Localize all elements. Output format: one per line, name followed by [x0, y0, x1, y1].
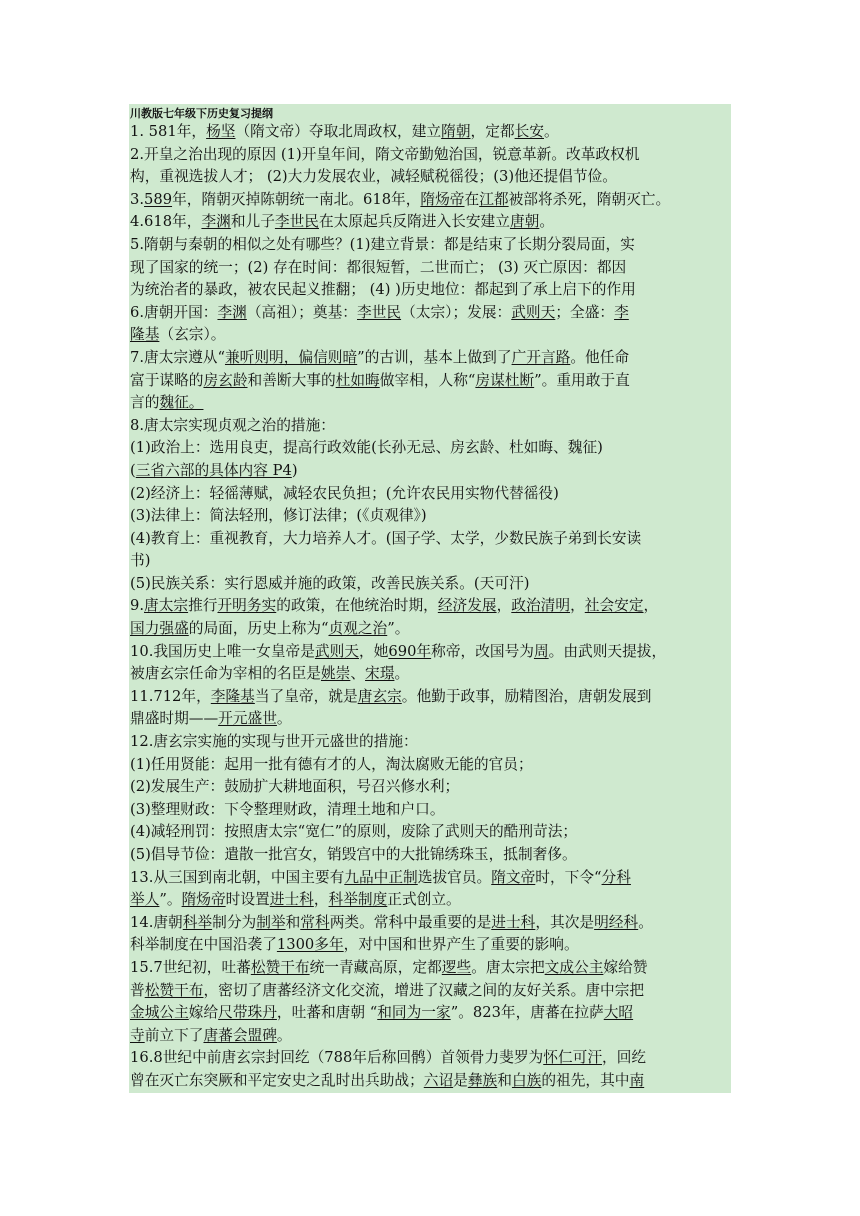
text-run: (3)整理财政：下令整理财政，清理土地和户口。 [130, 800, 445, 818]
text-run: ) [291, 461, 298, 479]
text-line [129, 211, 731, 234]
underlined-term: 唐玄宗 [357, 687, 402, 705]
text-run: (2)发展生产：鼓励扩大耕地面积，号召兴修水利； [130, 778, 460, 796]
text-run: ，她 [359, 642, 389, 660]
text-run: ，其次是 [535, 913, 595, 931]
text-run: ，吐蕃和唐朝 “ [276, 1004, 378, 1022]
text-run: 嫁给赞 [603, 958, 648, 976]
underlined-term: 明经科 [594, 913, 639, 931]
document-title: 川教版七年级下历史复习提纲 [129, 104, 731, 121]
text-run: ，回纥 [602, 1049, 647, 1067]
text-run: (5)倡导节俭：遣散一批宫女，销毁宫中的大批锦绣珠玉，抵制奢侈。 [130, 846, 577, 863]
text-run: (1)任用贤能：起用一批有德有才的人，淘汰腐败无能的官员； [130, 755, 533, 773]
text-run: （太宗）；发展： [401, 303, 512, 321]
text-line [129, 754, 731, 777]
text-run: ，对中国和世界产生了重要的影响。 [343, 936, 579, 954]
text-line [129, 641, 731, 664]
text-run: 1. 581年， [130, 123, 207, 140]
underlined-term: 彝族 [467, 1071, 498, 1089]
underlined-term: 举人 [130, 891, 160, 909]
text-run: ；全盛： [555, 303, 615, 321]
underlined-term: 松赞干布 [144, 981, 204, 999]
text-run: 的祖先，其中 [541, 1071, 630, 1089]
text-run: ，密切了唐蕃经济文化交流，增进了汉藏之间的友好关系。唐中宗把 [203, 981, 645, 999]
underlined-term: 政治清明 [511, 597, 571, 615]
text-line [129, 415, 731, 438]
underlined-term: 国力强盛 [130, 620, 189, 638]
text-run: 。 [638, 913, 653, 931]
text-run: ， [570, 597, 585, 615]
text-run: (5)民族关系：实行恩威并施的政策，改善民族关系。(天可汗) [130, 574, 530, 592]
text-run: 构，重视选拔人才； (2)大力发展农业，减轻赋税徭役；(3)他还提倡节俭。 [130, 168, 617, 186]
underlined-term: 隋朝 [441, 123, 471, 140]
text-run: 当了皇帝，就是 [254, 687, 358, 705]
text-run: 12.唐玄宗实施的实现与世开元盛世的措施： [130, 733, 418, 751]
underlined-term: 房谋杜断 [475, 371, 535, 389]
text-run: 曾在灭亡东突厥和平定安史之乱时出兵助战； [130, 1071, 424, 1089]
text-line [129, 618, 731, 641]
underlined-term: 隋炀帝 [420, 190, 465, 208]
text-line [129, 550, 731, 573]
underlined-term: 李隆基 [210, 687, 255, 705]
underlined-term: 南 [629, 1071, 645, 1089]
underlined-term: 房玄龄 [203, 371, 248, 389]
text-run: 7.唐太宗遵从“ [130, 348, 225, 366]
text-line [129, 257, 731, 280]
text-run: 4.618年， [130, 213, 202, 231]
underlined-term: 怀仁可汗 [543, 1049, 603, 1067]
underlined-term: 白族 [511, 1071, 542, 1089]
document-body [129, 121, 731, 1093]
text-line [129, 279, 731, 302]
underlined-term: 李渊 [217, 303, 247, 321]
underlined-term: 姚崇 [320, 665, 351, 683]
text-line [129, 595, 731, 618]
underlined-term: 贞观之治 [328, 620, 388, 638]
underlined-term: 进士科 [491, 913, 536, 931]
text-line [129, 980, 731, 1003]
text-run: 8.唐太宗实现贞观之治的措施： [130, 416, 335, 434]
text-run: 、 [350, 665, 366, 683]
text-line [129, 934, 731, 957]
underlined-term: 690年 [388, 642, 432, 660]
text-run: ”的古训，基本上做到了 [357, 348, 512, 366]
underlined-term: 文成公主 [544, 958, 604, 976]
underlined-term: 常科 [300, 913, 330, 931]
text-line [129, 799, 731, 822]
text-run: 被唐玄宗任命为宰相的名臣是 [130, 665, 321, 683]
underlined-term: 六诏 [423, 1071, 454, 1089]
text-run: 。他勤于政事，励精图治，唐朝发展到 [401, 687, 652, 705]
underlined-term: 杨坚 [206, 123, 236, 140]
text-line [129, 1070, 731, 1093]
text-line [129, 302, 731, 325]
text-run: 科举制度在中国沿袭了 [130, 936, 277, 954]
text-run: (2)经济上：轻徭薄赋，减轻农民负担；(允许农民用实物代替徭役) [130, 484, 559, 502]
text-run: 。他任命 [570, 348, 630, 366]
underlined-term: 逻些 [441, 958, 472, 976]
underlined-term: 唐蕃会盟碑 [203, 1026, 277, 1044]
text-run: 6.唐朝开国： [130, 303, 218, 321]
text-run: 前立下了 [144, 1026, 204, 1044]
text-run: ”。重用敢于直 [534, 371, 630, 389]
text-line [129, 573, 731, 596]
text-run: （隋文帝）夺取北周政权，建立 [235, 123, 442, 140]
text-run: 被部将杀死，隋朝灭亡。 [508, 190, 671, 208]
underlined-term: 长安 [514, 123, 544, 140]
underlined-term: 社会安定 [584, 597, 644, 615]
underlined-term: 尺带珠丹 [218, 1004, 277, 1022]
underlined-term: 开明务实 [217, 597, 277, 615]
text-run: 在太原起兵反隋进入长安建立 [318, 213, 510, 231]
underlined-term: 分科 [601, 868, 631, 886]
text-line [129, 663, 731, 686]
text-line [129, 166, 731, 189]
underlined-term: 唐朝 [509, 213, 540, 231]
underlined-term: 九品中正制 [344, 868, 418, 886]
underlined-term: 松赞干布 [250, 958, 310, 976]
text-run: 。由武则天提拔， [548, 642, 667, 660]
text-run: 。 [539, 213, 555, 231]
document-page [129, 104, 731, 1093]
underlined-term: 李渊 [201, 213, 231, 231]
underlined-term: 开元盛世 [218, 710, 277, 728]
text-line [129, 1002, 731, 1025]
text-run: ( [130, 461, 136, 479]
text-line [129, 121, 731, 144]
text-run: 的政策，在他统治时期， [276, 597, 438, 615]
underlined-term: 金城公主 [130, 1004, 189, 1022]
underlined-term: 李 [614, 303, 629, 321]
underlined-term: 制举 [256, 913, 286, 931]
text-run: 现了国家的统一；(2) 存在时间：都很短暂，二世而亡； (3) 灭亡原因：都因 [130, 258, 627, 276]
text-run: 为统治者的暴政，被农民起义推翻； (4) )历史地位：都起到了承上启下的作用 [130, 281, 636, 299]
underlined-term: 科举 [182, 913, 213, 931]
text-run: 两类。常科中最重要的是 [329, 913, 492, 931]
text-run: 15.7世纪初，吐蕃 [130, 958, 251, 976]
text-run: 。 [394, 665, 410, 683]
underlined-term: 隋炀帝 [181, 891, 226, 909]
text-run: 和善断大事的 [247, 371, 336, 389]
text-run: 言的 [130, 394, 160, 412]
underlined-term: 宋璟 [365, 665, 395, 683]
text-run: ”。 [159, 891, 182, 909]
text-run: （高祖）；奠基： [246, 303, 357, 321]
text-run: 。 [543, 123, 559, 140]
underlined-term: 隆基 [130, 326, 160, 344]
underlined-term: 江都 [479, 190, 509, 208]
text-line [129, 867, 731, 890]
text-line [129, 392, 731, 415]
text-line [129, 821, 731, 844]
underlined-term: 大昭 [603, 1004, 634, 1022]
text-line [129, 505, 731, 528]
text-run: 是 [453, 1071, 468, 1089]
text-line [129, 1025, 731, 1048]
underlined-term: 唐太宗 [144, 597, 189, 615]
text-line [129, 324, 731, 347]
text-run: 。唐太宗把 [471, 958, 545, 976]
text-run: 16.8世纪中前唐玄宗封回纥（788年后称回鹘）首领骨力斐罗为 [130, 1049, 544, 1067]
text-run: 制分为 [212, 913, 257, 931]
underlined-term: 武则天 [314, 642, 359, 660]
text-run: 选拔官员。 [417, 868, 492, 886]
underlined-term: 隋文帝 [491, 868, 536, 886]
underlined-term: 武则天 [511, 303, 556, 321]
text-run: 鼎盛时期—— [130, 710, 219, 728]
text-run: 做宰相，人称“ [379, 371, 476, 389]
text-run: ，定都 [470, 123, 515, 140]
text-run: 和 [285, 913, 301, 931]
text-line [129, 889, 731, 912]
text-run: (3)法律上：简法轻刑，修订法律；(《贞观律》) [130, 507, 427, 525]
underlined-term: 兼听则明，偏信则暗 [224, 348, 358, 366]
underlined-term: 李世民 [357, 303, 402, 321]
text-run: 。 [276, 710, 292, 728]
text-run: 和儿子 [230, 213, 275, 231]
text-line [129, 776, 731, 799]
text-line [129, 144, 731, 167]
underlined-term: 三省六部的具体内容 P4 [135, 461, 292, 479]
text-line [129, 912, 731, 935]
text-run: 13.从三国到南北朝，中国主要有 [130, 868, 345, 886]
underlined-term: 589 [144, 190, 173, 208]
underlined-term: 和同为一家 [377, 1004, 451, 1022]
underlined-term: 杜如晦 [335, 371, 380, 389]
text-run: (4)减轻刑罚：按照唐太宗“宽仁”的原则，废除了武则天的酷刑苛法； [130, 823, 578, 841]
text-run: (4)教育上：重视教育，大力培养人才。(国子学、太学，少数民族子弟到长安读 [130, 529, 642, 547]
text-run: ， [313, 891, 329, 909]
underlined-term: 1300多年 [276, 936, 344, 954]
text-run: 嫁给 [188, 1004, 219, 1022]
text-run: （玄宗）。 [159, 326, 226, 344]
text-line [129, 957, 731, 980]
underlined-term: 寺 [130, 1026, 145, 1044]
text-run: 和 [497, 1071, 512, 1089]
text-line [129, 708, 731, 731]
text-line [129, 189, 731, 212]
text-line [129, 460, 731, 483]
underlined-term: 经济发展 [437, 597, 497, 615]
text-run: 14.唐朝 [130, 913, 183, 931]
text-run: 富于谋略的 [130, 371, 204, 389]
text-run: 称帝，改国号为 [431, 642, 534, 660]
underlined-term: 科举制度 [328, 891, 388, 909]
text-run: 10.我国历史上唯一女皇帝是 [130, 642, 315, 660]
text-run: 11.712年， [130, 687, 211, 705]
text-run: 时设置 [225, 891, 270, 909]
text-run: 年，隋朝灭掉陈朝统一南北。618年， [172, 190, 421, 208]
underlined-term: 广开言路 [511, 348, 571, 366]
text-run: 。 [276, 1026, 292, 1044]
text-line [129, 686, 731, 709]
text-run: ”。823年，唐蕃在拉萨 [450, 1004, 604, 1022]
text-run: 3. [130, 190, 145, 208]
text-line [129, 844, 731, 867]
text-line [129, 234, 731, 257]
text-run: 9. [130, 597, 145, 615]
text-line [129, 483, 731, 506]
text-run: 推行 [188, 597, 218, 615]
text-run: (1)政治上：选用良吏，提高行政效能(长孙无忌、房玄龄、杜如晦、魏征) [130, 439, 603, 457]
text-run: 普 [130, 981, 145, 999]
underlined-term: 李世民 [274, 213, 319, 231]
text-run: 时，下令“ [535, 868, 602, 886]
text-run: ”。 [387, 620, 410, 638]
text-run: ， [643, 597, 659, 615]
text-run: 书) [130, 552, 151, 570]
text-line [129, 370, 731, 393]
text-line [129, 731, 731, 754]
text-line [129, 1047, 731, 1070]
text-line [129, 528, 731, 551]
text-line [129, 347, 731, 370]
text-run: 在 [464, 190, 480, 208]
text-run: 5.隋朝与秦朝的相似之处有哪些？(1)建立背景：都是结束了长期分裂局面，实 [130, 235, 635, 253]
text-run: 统一青藏高原，定都 [309, 958, 442, 976]
text-run: 2.开皇之治出现的原因 (1)开皇年间，隋文帝勤勉治国，锐意革新。改革政权机 [130, 145, 640, 163]
underlined-term: 周 [533, 642, 549, 660]
underlined-term: 魏征。 [159, 394, 204, 412]
underlined-term: 进士科 [269, 891, 314, 909]
text-run: 的局面，历史上称为“ [188, 620, 329, 638]
text-run: 正式创立。 [387, 891, 461, 909]
text-run: ， [496, 597, 512, 615]
text-line [129, 437, 731, 460]
